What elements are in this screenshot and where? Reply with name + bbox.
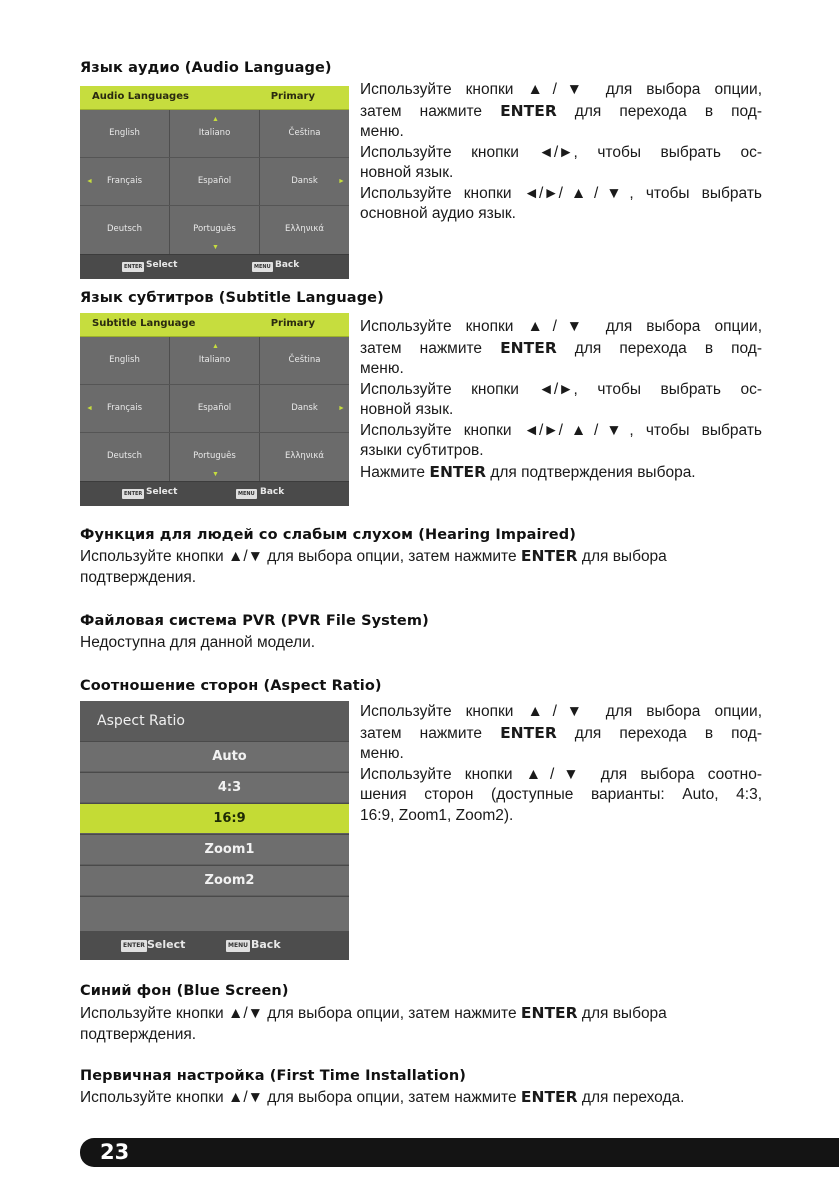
language-option[interactable]: Čeština xyxy=(288,355,321,365)
text-line xyxy=(360,143,762,164)
menu-primary-label: Primary xyxy=(270,318,315,329)
enter-key-icon: ENTER xyxy=(121,940,147,952)
text-segment: Используйте кнопки ▲/▼ для выбора опции, затем нажмите xyxy=(80,548,521,565)
aspect-option[interactable]: 16:9 xyxy=(80,803,349,833)
language-option[interactable]: Deutsch xyxy=(107,224,142,234)
text-segment: Недоступна для данной модели. xyxy=(80,634,316,651)
enter-key-icon: ENTER xyxy=(124,491,143,497)
text-line xyxy=(360,421,762,442)
heading-pvr-file-system: Файловая система PVR (PVR File System) xyxy=(80,613,429,629)
menu-footer xyxy=(80,931,349,960)
heading-first-time-installation: Первичная настройка (First Time Installation) xyxy=(80,1068,466,1084)
text-line xyxy=(80,633,764,654)
text-segment: для перехода в под- xyxy=(556,102,762,120)
text-line xyxy=(80,1087,764,1109)
language-option[interactable]: Português xyxy=(193,451,236,461)
text-segment: для перехода в под- xyxy=(556,339,762,357)
text-segment: Используйте кнопки ▲/▼ для выбора опции, затем нажмите xyxy=(80,1005,521,1022)
text-line xyxy=(360,702,762,723)
text-line xyxy=(360,163,762,184)
menu-key-icon: MENU xyxy=(238,491,255,497)
heading-blue-screen: Синий фон (Blue Screen) xyxy=(80,983,289,999)
text-segment: Используйте кнопки ◄/►/▲/▼, чтобы выбрать xyxy=(360,421,762,439)
subtitle-language-menu xyxy=(80,313,349,506)
back-hint: Back xyxy=(251,938,281,951)
aspect-ratio-menu xyxy=(80,701,349,960)
language-option[interactable]: Français xyxy=(106,403,143,413)
text-segment: меню. xyxy=(360,123,404,140)
menu-primary-label: Primary xyxy=(270,91,315,102)
aspect-option[interactable]: Zoom2 xyxy=(80,865,349,895)
grid-divider xyxy=(80,157,349,158)
grid-divider xyxy=(80,384,349,385)
arrow-right-icon[interactable]: ► xyxy=(338,178,345,185)
text-line xyxy=(360,359,762,380)
text-segment: Используйте кнопки ▲/▼ для выбора опции, xyxy=(360,81,762,98)
text-line xyxy=(360,101,762,123)
enter-keyword: ENTER xyxy=(500,101,557,120)
aspect-description xyxy=(360,702,762,826)
text-line xyxy=(80,1025,764,1046)
subtitle-description xyxy=(360,317,762,483)
language-grid xyxy=(80,110,349,254)
grid-divider xyxy=(259,110,260,254)
grid-divider xyxy=(80,432,349,433)
heading-audio-language: Язык аудио (Audio Language) xyxy=(80,60,332,76)
language-option[interactable]: Español xyxy=(197,176,232,186)
text-segment: Используйте кнопки ▲/▼ для выбора опции, xyxy=(360,703,762,720)
text-segment: Используйте кнопки ▲/▼ для выбора соотно- xyxy=(360,765,762,783)
text-segment: языки субтитров. xyxy=(360,442,484,459)
heading-hearing-impaired: Функция для людей со слабым слухом (Hearing Impaired) xyxy=(80,527,576,543)
menu-key-icon: MENU xyxy=(226,940,250,952)
text-segment: затем нажмите xyxy=(360,724,501,742)
text-line xyxy=(360,400,762,421)
text-line xyxy=(360,184,762,205)
text-segment: Используйте кнопки ▲/▼ для выбора опции, xyxy=(360,318,762,335)
text-segment: для выбора xyxy=(577,1005,667,1022)
page-footer-bar xyxy=(80,1138,839,1167)
language-option[interactable]: Deutsch xyxy=(107,451,142,461)
text-segment: Используйте кнопки ◄/►, чтобы выбрать ос- xyxy=(360,143,762,161)
text-segment: Нажмите xyxy=(360,463,430,481)
text-line xyxy=(360,806,762,827)
enter-keyword: ENTER xyxy=(500,338,557,357)
enter-keyword: ENTER xyxy=(520,1088,578,1106)
menu-footer xyxy=(80,481,349,506)
arrow-down-icon[interactable]: ▼ xyxy=(212,244,219,251)
language-option[interactable]: Português xyxy=(193,224,236,234)
menu-header xyxy=(80,701,349,741)
enter-keyword: ENTER xyxy=(520,547,578,565)
text-segment: для перехода в под- xyxy=(556,724,762,742)
language-option[interactable]: Dansk xyxy=(291,176,318,186)
text-segment: основной аудио язык. xyxy=(360,205,516,222)
text-line xyxy=(360,122,762,143)
language-option[interactable]: Español xyxy=(197,403,232,413)
language-option[interactable]: English xyxy=(109,355,140,365)
empty-row xyxy=(80,896,349,931)
text-segment: затем нажмите xyxy=(360,102,501,120)
grid-divider xyxy=(169,337,170,481)
menu-title: Subtitle Language xyxy=(92,318,196,329)
text-segment: меню. xyxy=(360,745,404,762)
text-line xyxy=(360,338,762,360)
page-number: 23 xyxy=(100,1140,130,1164)
text-line xyxy=(360,765,762,786)
first-description xyxy=(80,1087,764,1109)
arrow-left-icon[interactable]: ◄ xyxy=(86,178,93,185)
language-option[interactable]: Français xyxy=(106,176,143,186)
hearing-description xyxy=(80,546,764,588)
menu-footer xyxy=(80,254,349,279)
blue-description xyxy=(80,1003,764,1045)
enter-keyword: ENTER xyxy=(429,462,487,481)
text-segment: новной язык. xyxy=(360,401,454,418)
language-option[interactable]: Čeština xyxy=(288,128,321,138)
text-line xyxy=(360,380,762,401)
pvr-description xyxy=(80,633,764,654)
text-segment: для подтверждения выбора. xyxy=(486,463,696,481)
audio-description xyxy=(360,80,762,225)
back-hint: Back xyxy=(275,260,300,270)
heading-aspect-ratio: Соотношение сторон (Aspect Ratio) xyxy=(80,678,382,694)
menu-title: Aspect Ratio xyxy=(97,713,185,729)
enter-keyword: ENTER xyxy=(520,1004,578,1022)
arrow-right-icon[interactable]: ► xyxy=(338,405,345,412)
grid-divider xyxy=(259,337,260,481)
arrow-down-icon[interactable]: ▼ xyxy=(212,471,219,478)
text-segment: Используйте кнопки ◄/►/▲/▼, чтобы выбрать xyxy=(360,184,762,202)
language-option[interactable]: Italiano xyxy=(198,355,231,365)
text-line xyxy=(360,317,762,338)
text-line xyxy=(360,785,762,806)
language-option[interactable]: Dansk xyxy=(291,403,318,413)
menu-header xyxy=(80,86,349,110)
enter-keyword: ENTER xyxy=(500,723,557,742)
text-segment: Используйте кнопки ◄/►, чтобы выбрать ос- xyxy=(360,380,762,398)
language-option[interactable]: Ελληνικά xyxy=(284,451,325,461)
menu-header xyxy=(80,313,349,337)
language-option[interactable]: Italiano xyxy=(198,128,231,138)
select-hint: Select xyxy=(147,938,186,951)
aspect-option[interactable]: Auto xyxy=(80,741,349,771)
text-line xyxy=(360,462,762,484)
text-segment: Используйте кнопки ▲/▼ для выбора опции, затем нажмите xyxy=(80,1089,521,1106)
text-segment: для выбора xyxy=(577,548,667,565)
arrow-up-icon[interactable]: ▲ xyxy=(212,116,219,123)
text-segment: 16:9, Zoom1, Zoom2). xyxy=(360,806,514,824)
menu-key-icon: MENU xyxy=(254,264,271,270)
menu-title: Audio Languages xyxy=(92,91,189,102)
text-segment: шения сторон (доступные варианты: Auto, 4:3, xyxy=(360,786,762,803)
grid-divider xyxy=(169,110,170,254)
text-line xyxy=(360,744,762,765)
audio-languages-menu xyxy=(80,86,349,279)
text-line xyxy=(360,80,762,101)
text-line xyxy=(80,546,764,568)
select-hint: Select xyxy=(146,487,178,497)
text-segment: меню. xyxy=(360,360,404,377)
text-segment: подтверждения. xyxy=(80,1025,197,1043)
text-line xyxy=(360,204,762,225)
text-line xyxy=(80,568,764,589)
aspect-option[interactable]: Zoom1 xyxy=(80,834,349,864)
arrow-up-icon[interactable]: ▲ xyxy=(212,343,219,350)
aspect-option[interactable]: 4:3 xyxy=(80,772,349,802)
text-line xyxy=(80,1003,764,1025)
select-hint: Select xyxy=(146,260,178,270)
arrow-left-icon[interactable]: ◄ xyxy=(86,405,93,412)
text-segment: затем нажмите xyxy=(360,339,501,357)
language-grid xyxy=(80,337,349,481)
language-option[interactable]: English xyxy=(109,128,140,138)
grid-divider xyxy=(80,205,349,206)
language-option[interactable]: Ελληνικά xyxy=(284,224,325,234)
text-segment: новной язык. xyxy=(360,164,454,181)
text-segment: подтверждения. xyxy=(80,568,197,586)
text-segment: для перехода. xyxy=(577,1089,685,1106)
heading-subtitle-language: Язык субтитров (Subtitle Language) xyxy=(80,290,384,306)
back-hint: Back xyxy=(260,487,285,497)
enter-key-icon: ENTER xyxy=(124,264,143,270)
text-line xyxy=(360,723,762,745)
text-line xyxy=(360,441,762,462)
